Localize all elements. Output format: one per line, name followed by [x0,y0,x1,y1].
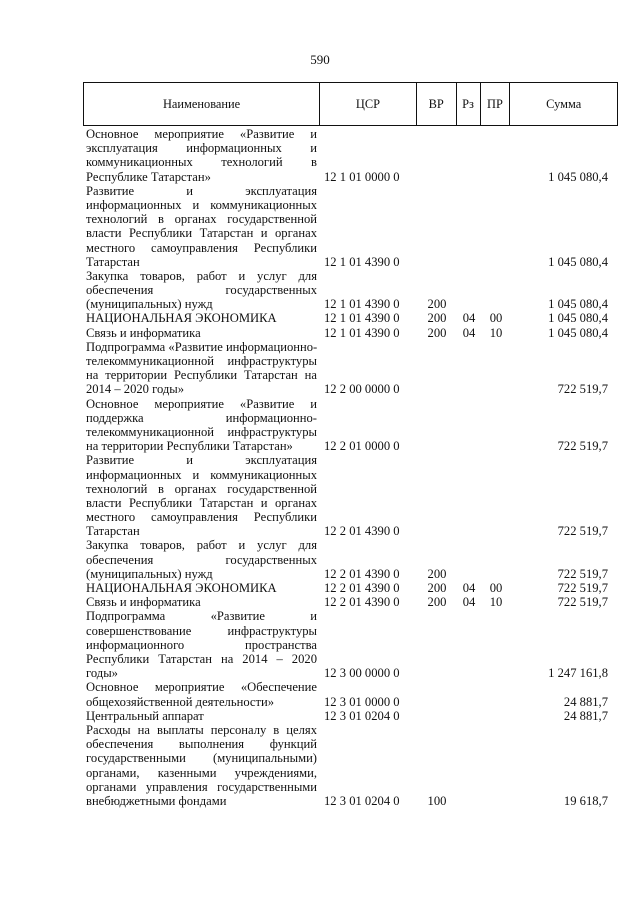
row-name-line: (муниципальных) нужд [86,566,213,581]
row-name [83,127,320,184]
row-csr: 12 2 01 0000 0 [324,439,400,454]
row-name-line: Подпрограмма «Развитие информационно- [86,339,318,354]
row-name-line: органами, казенными учреждениями, [86,765,317,780]
row-rz: 04 [462,595,476,610]
row-name-line: органами управления государственными [86,779,317,794]
row-name-line: Закупка товаров, работ и услуг для [86,268,317,283]
row-name-line: технологий в органах государственной [86,481,317,496]
row-name [83,397,320,454]
row-csr: 12 1 01 4390 0 [324,325,400,340]
row-name [83,340,320,397]
row-name-line: власти Республики Татарстан и органах [86,226,317,241]
row-vr: 200 [427,297,447,312]
row-name-line: власти Республики Татарстан и органах [86,495,317,510]
row-sum: 722 519,7 [557,581,608,596]
table-row [83,340,618,397]
row-name-line: эксплуатация информационных и [86,141,317,156]
row-name-line: Развитие и эксплуатация [86,183,317,198]
table-row [83,184,618,269]
row-name-line: на территории Республики Татарстан на [86,368,317,383]
header-sum: Сумма [546,96,582,111]
row-name-line: обеспечения государственных [86,283,317,298]
row-name-line: телекоммуникационной инфраструктуры [86,424,317,439]
row-name-line: информационных и коммуникационных [86,197,317,212]
row-name-line: совершенствование инфраструктуры [86,623,317,638]
row-csr: 12 2 01 4390 0 [324,581,400,596]
row-name-line: телекоммуникационной инфраструктуры [86,354,317,369]
table-row [83,680,618,708]
row-rz: 04 [462,325,476,340]
row-csr: 12 1 01 4390 0 [324,254,400,269]
row-csr: 12 3 01 0204 0 [324,793,400,808]
row-vr: 100 [427,793,447,808]
page-number: 590 [310,52,330,67]
row-csr: 12 1 01 0000 0 [324,169,400,184]
row-name-line: на территории Республики Татарстан» [86,439,293,454]
table-row [83,709,618,723]
row-name-line: годы» [86,666,118,681]
row-name-line: Татарстан [86,524,140,539]
row-name [83,680,320,708]
row-name-line: Развитие и эксплуатация [86,453,317,468]
row-csr: 12 3 01 0204 0 [324,708,400,723]
row-pr: 10 [489,595,503,610]
row-sum: 1 045 080,4 [548,169,608,184]
row-name-line: коммуникационных технологий в [86,155,317,170]
table-row [83,397,618,454]
row-sum: 722 519,7 [557,595,608,610]
row-name [83,326,320,340]
table-row [83,595,618,609]
row-name-line: государственными (муниципальными) [86,751,317,766]
row-name-line: Основное мероприятие «Развитие и [86,396,317,411]
row-name [83,453,320,538]
row-name [83,269,320,312]
row-name-line: местного самоуправления Республики [86,240,317,255]
row-pr: 00 [489,581,503,596]
header-csr: ЦСР [320,83,417,125]
row-sum: 722 519,7 [557,566,608,581]
row-name [83,709,320,723]
row-name-line: местного самоуправления Республики [86,510,317,525]
table-row [83,453,618,538]
table-header [83,82,618,126]
header-name: Наименование [84,83,320,125]
row-name-line: (муниципальных) нужд [86,297,213,312]
row-vr: 200 [427,581,447,596]
row-name-line: Расходы на выплаты персоналу в целях [86,722,317,737]
row-vr: 200 [427,325,447,340]
row-name-line: Татарстан [86,254,140,269]
row-sum: 24 881,7 [563,708,608,723]
row-name-line: Основное мероприятие «Развитие и [86,127,317,141]
row-pr: 00 [489,311,503,326]
header-pr: ПР [481,83,511,125]
row-name-line: Закупка товаров, работ и услуг для [86,538,317,553]
row-name-line: информационных и коммуникационных [86,467,317,482]
row-name [83,723,320,808]
row-sum: 24 881,7 [563,694,608,709]
row-name-line: Центральный аппарат [86,708,204,723]
row-name-line: Республики Татарстан на 2014 – 2020 [86,652,317,666]
row-name-line: Связь и информатика [86,595,201,610]
table-row [83,538,618,581]
row-name [83,311,320,325]
row-rz: 04 [462,581,476,596]
header-vr: ВР [417,83,457,125]
row-name-line: обеспечения выполнения функций [86,737,317,752]
row-name-line: НАЦИОНАЛЬНАЯ ЭКОНОМИКА [86,311,277,326]
row-sum: 722 519,7 [557,382,608,397]
table-row [83,311,618,325]
row-name [83,581,320,595]
row-vr: 200 [427,595,447,610]
table-row [83,581,618,595]
row-name-line: технологий в органах государственной [86,212,317,227]
row-name-line: Подпрограмма «Развитие и [86,609,317,624]
row-sum: 19 618,7 [563,793,608,808]
header-rz: Рз [457,83,481,125]
table-row [83,326,618,340]
row-vr: 200 [427,311,447,326]
row-vr: 200 [427,566,447,581]
row-name-line: 2014 – 2020 годы» [86,382,185,397]
row-sum: 722 519,7 [557,439,608,454]
row-name-line: внебюджетными фондами [86,793,227,808]
table-row [83,127,618,184]
row-sum: 722 519,7 [557,524,608,539]
table-body [83,127,618,808]
row-name-line: общехозяйственной деятельности» [86,694,275,709]
row-rz: 04 [462,311,476,326]
row-csr: 12 3 00 0000 0 [324,666,400,681]
table-row [83,609,618,680]
row-name [83,609,320,680]
row-csr: 12 2 01 4390 0 [324,524,400,539]
row-pr: 10 [489,325,503,340]
row-csr: 12 2 00 0000 0 [324,382,400,397]
row-name [83,538,320,581]
row-csr: 12 3 01 0000 0 [324,694,400,709]
row-name-line: Связь и информатика [86,325,201,340]
row-sum: 1 247 161,8 [548,666,608,681]
row-sum: 1 045 080,4 [548,325,608,340]
row-name-line: Основное мероприятие «Обеспечение [86,680,317,695]
row-csr: 12 1 01 4390 0 [324,311,400,326]
row-name-line: информационного пространства [86,637,317,652]
row-csr: 12 2 01 4390 0 [324,566,400,581]
row-sum: 1 045 080,4 [548,311,608,326]
row-sum: 1 045 080,4 [548,297,608,312]
row-sum: 1 045 080,4 [548,254,608,269]
table-row [83,723,618,808]
row-csr: 12 2 01 4390 0 [324,595,400,610]
row-name-line: обеспечения государственных [86,552,317,567]
row-name-line: Республике Татарстан» [86,169,211,184]
row-name [83,184,320,269]
row-name [83,595,320,609]
table-row [83,269,618,312]
row-name-line: поддержка информационно- [86,410,317,425]
row-csr: 12 1 01 4390 0 [324,297,400,312]
row-name-line: НАЦИОНАЛЬНАЯ ЭКОНОМИКА [86,581,277,596]
